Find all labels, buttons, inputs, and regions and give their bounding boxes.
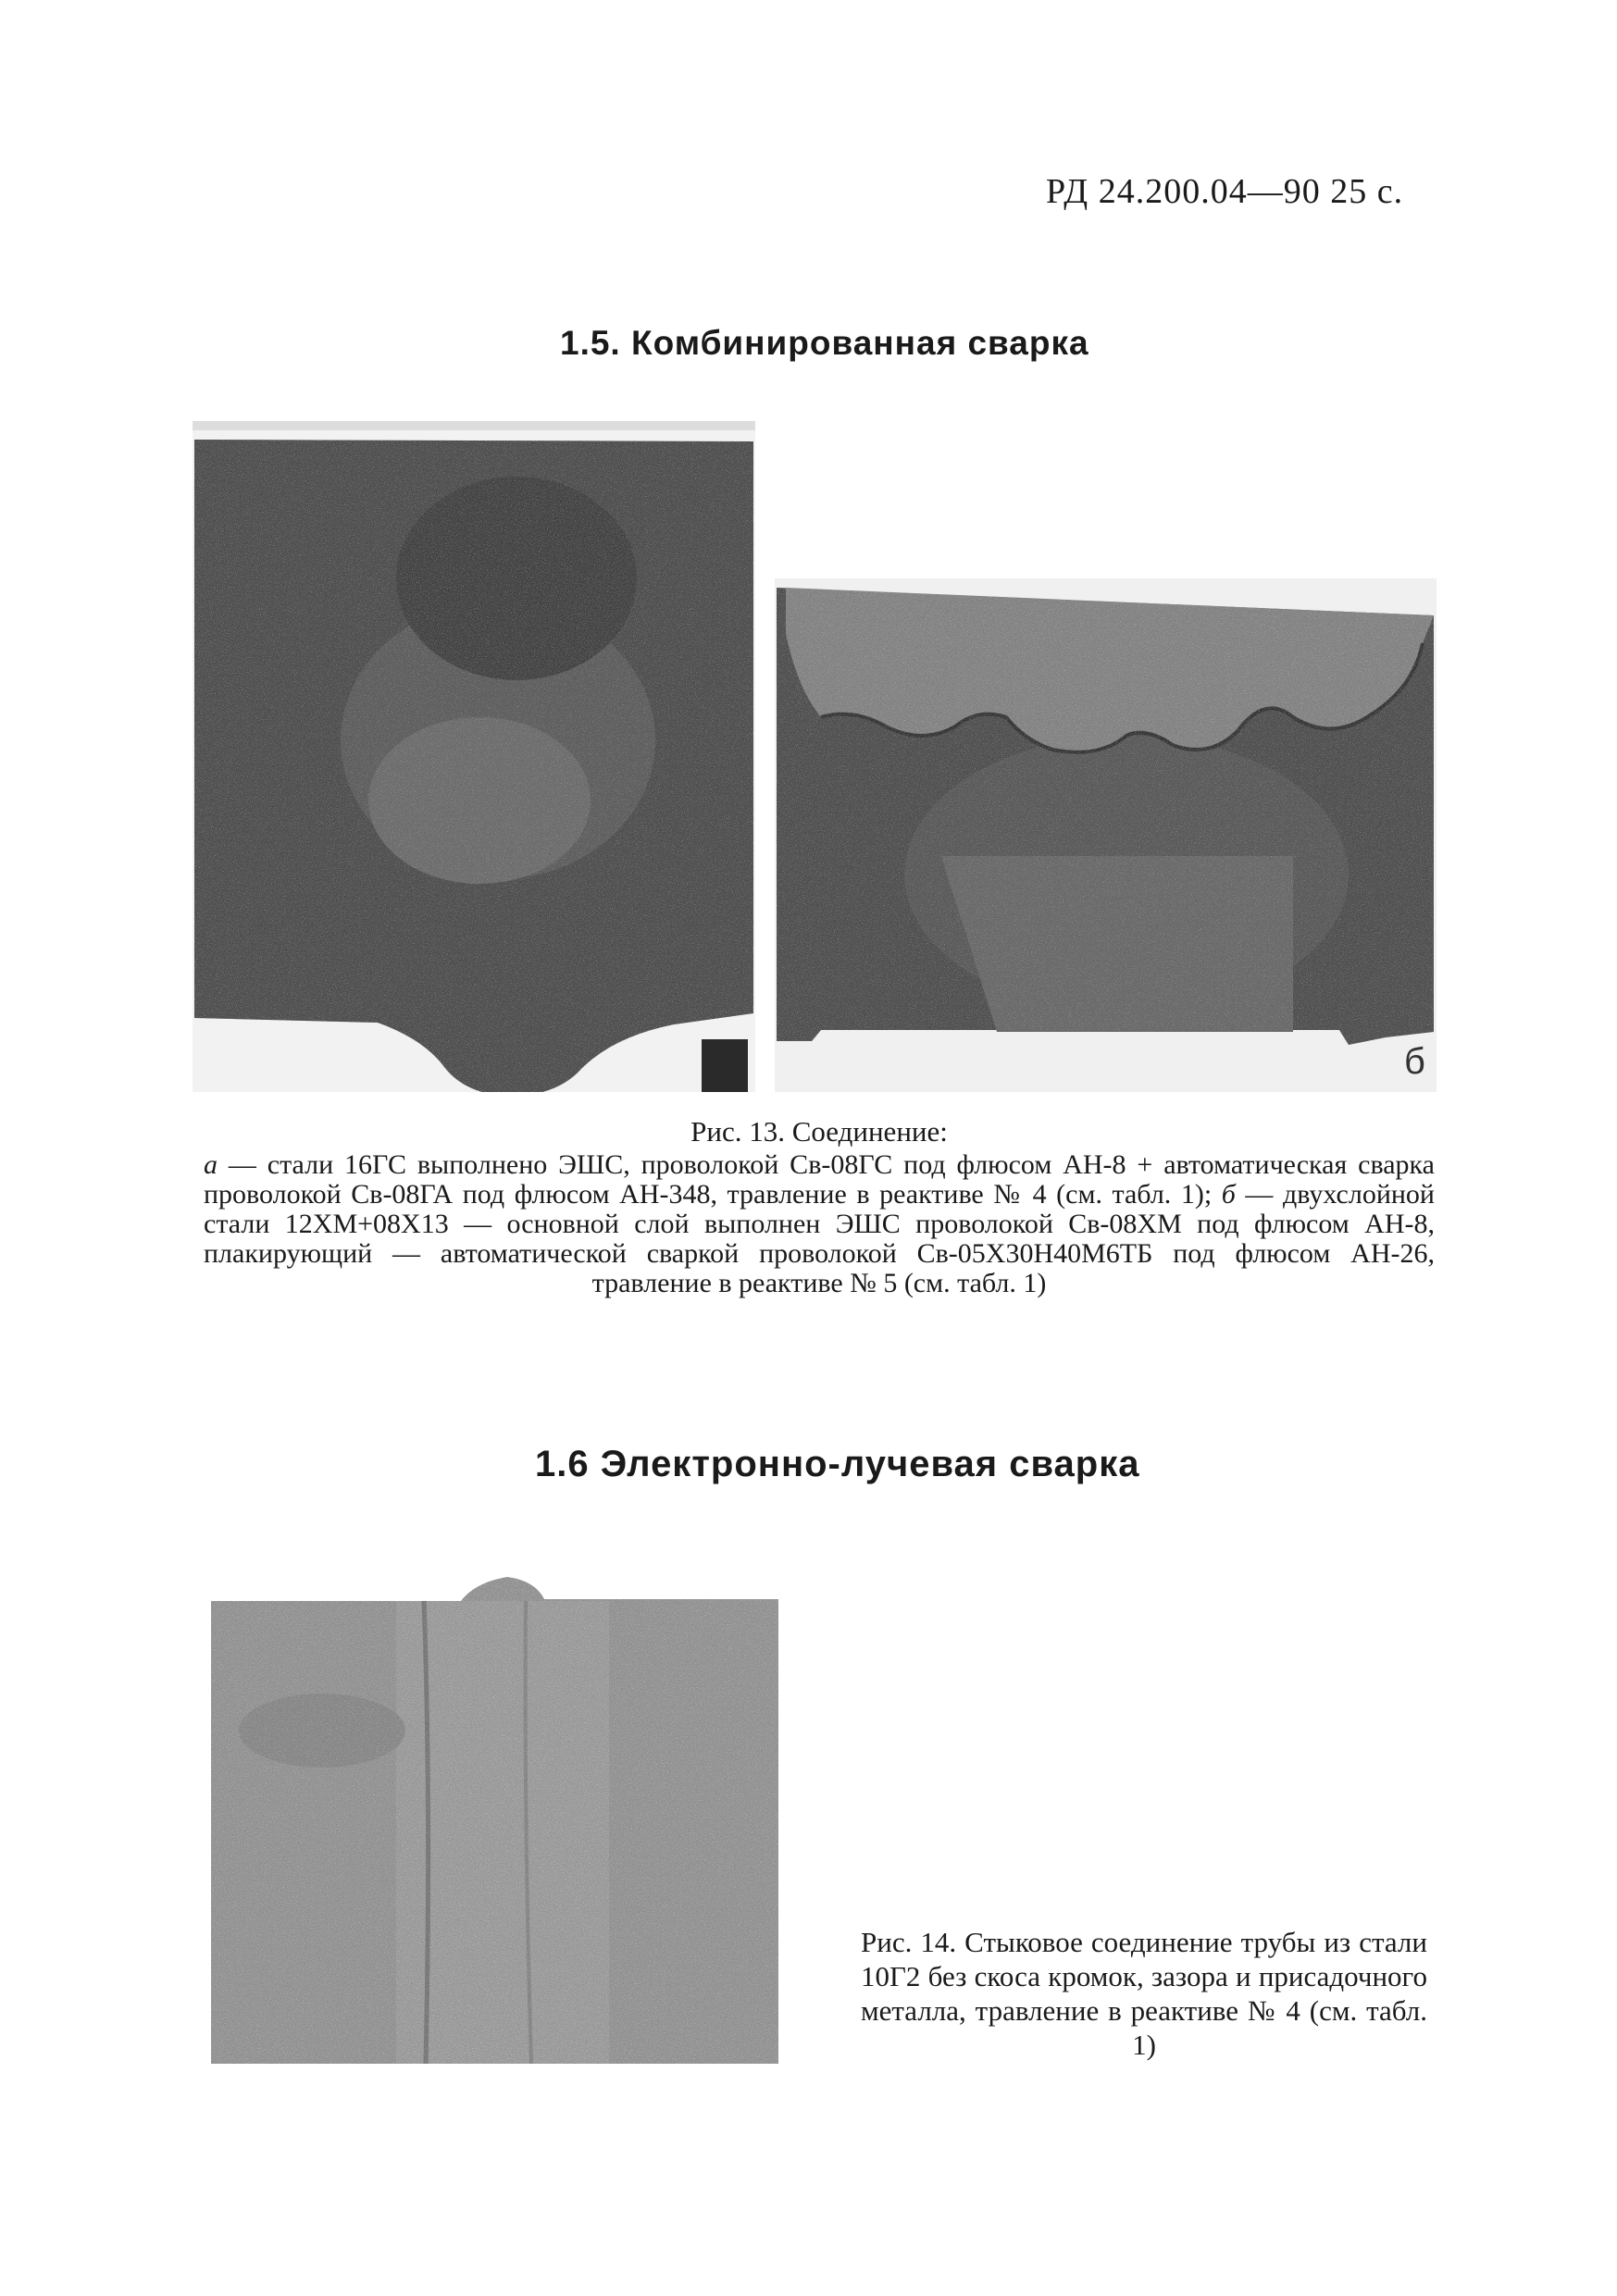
photo-b-marker: б xyxy=(1404,1041,1425,1082)
macro-photo-a xyxy=(193,421,755,1092)
figure-14-caption: Рис. 14. Стыковое соединение трубы из стали 10Г2 без скоса кромок, зазора и присадочного металла, травление в реактиве № 4 (см. табл. 1) xyxy=(861,1926,1427,2061)
figure-13-caption xyxy=(204,1150,1435,1298)
section-heading-combined-welding: 1.5. Комбинированная сварка xyxy=(560,324,1089,362)
page-header: РД 24.200.04—90 25 с. xyxy=(1046,172,1404,211)
caption-label-b: б xyxy=(1221,1179,1236,1210)
macro-photo-14 xyxy=(211,1564,778,2064)
caption-text-a: — стали 16ГС выполнено ЭШС, проволокой Св-08ГС под флюсом АН-8 + автоматическая сварка проволокой Св-08ГА под флюсом АН-348, травление в реактиве № 4 (см. табл. 1); xyxy=(204,1149,1435,1210)
caption-text-b: — двухслойной стали 12ХМ+08Х13 — основной слой выполнен ЭШС проволокой Св-08ХМ под флюсом АН-8, плакирующий — автоматической сваркой проволокой Св-05Х30Н40М6ТБ под флюсом АН-26, травление в реактиве № 5 (см. табл. 1) xyxy=(204,1179,1435,1298)
macro-photo-b xyxy=(775,578,1437,1092)
caption-label-a: а xyxy=(204,1149,218,1180)
figure-13-title: Рис. 13. Соединение: xyxy=(690,1115,948,1148)
section-heading-electron-beam-welding: 1.6 Электронно-лучевая сварка xyxy=(535,1444,1140,1484)
